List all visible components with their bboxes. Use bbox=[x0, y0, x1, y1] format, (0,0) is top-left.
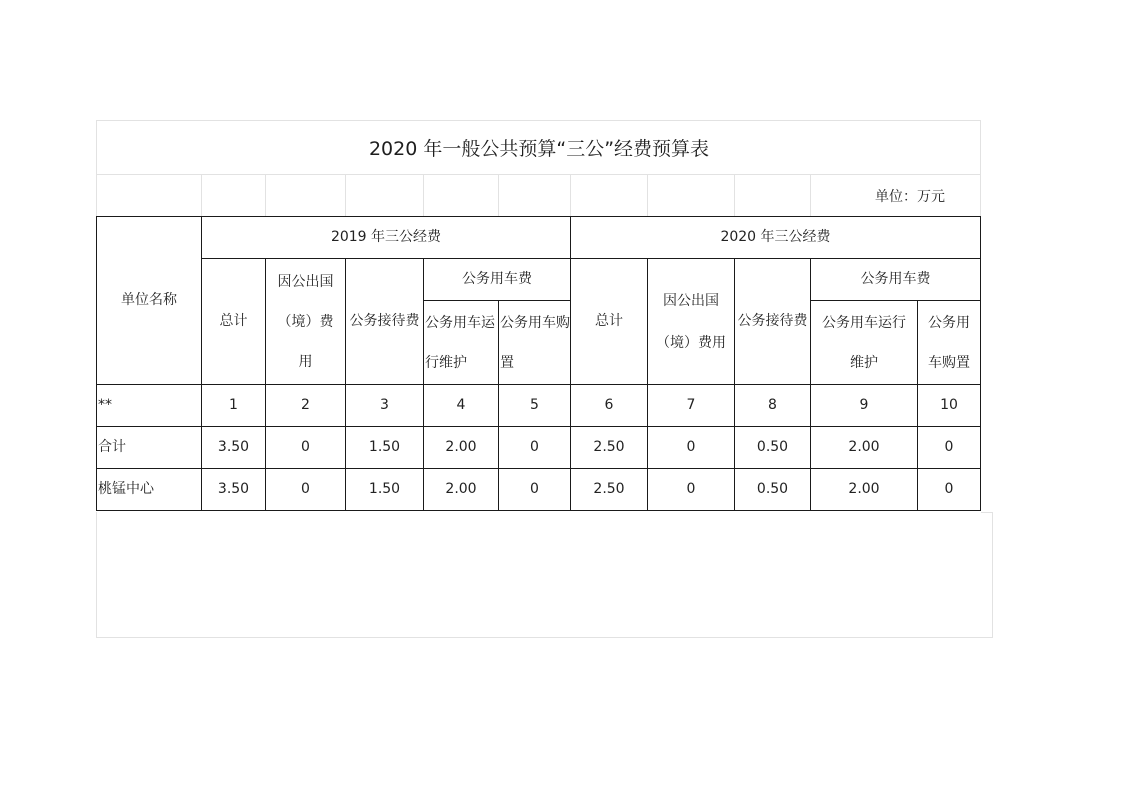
table-cell: 0 bbox=[648, 469, 735, 511]
table-cell: 1.50 bbox=[346, 427, 424, 469]
unit-name-header: 单位名称 bbox=[97, 217, 202, 385]
table-cell: 0 bbox=[499, 469, 571, 511]
reception-2020-header: 公务接待费 bbox=[735, 259, 811, 385]
table-cell: 3.50 bbox=[202, 427, 266, 469]
abroad-2019-label: 因公出国（境）费用 bbox=[277, 273, 334, 370]
total-2019-header: 总计 bbox=[202, 259, 266, 385]
vehicle-purchase-2020-label: 公务用车购置 bbox=[928, 314, 970, 371]
unit-label: 单位：万元 bbox=[875, 189, 945, 205]
gridline bbox=[265, 174, 266, 216]
gridline bbox=[96, 174, 981, 175]
table-cell: 6 bbox=[571, 385, 648, 427]
table-cell: 2.00 bbox=[811, 427, 918, 469]
table-cell: 0 bbox=[918, 469, 981, 511]
budget-table bbox=[96, 216, 981, 511]
group-2020-header: 2020 年三公经费 bbox=[571, 217, 981, 259]
gridline bbox=[96, 637, 993, 638]
table-cell: 0.50 bbox=[735, 427, 811, 469]
vehicle-maint-2020-header bbox=[811, 301, 918, 385]
row-name: 桃锰中心 bbox=[97, 469, 202, 511]
header-row-1 bbox=[97, 217, 981, 259]
table-cell: 0 bbox=[266, 427, 346, 469]
table-cell: 4 bbox=[424, 385, 499, 427]
reception-2019-header: 公务接待费 bbox=[346, 259, 424, 385]
table-row bbox=[97, 385, 981, 427]
table-cell: 1 bbox=[202, 385, 266, 427]
vehicle-maint-2020-label: 公务用车运行维护 bbox=[822, 314, 906, 371]
gridline bbox=[498, 174, 499, 216]
table-cell: 0 bbox=[648, 427, 735, 469]
vehicle-2020-header: 公务用车费 bbox=[811, 259, 981, 301]
gridline bbox=[734, 174, 735, 216]
group-2019-header: 2019 年三公经费 bbox=[202, 217, 571, 259]
table-cell: 10 bbox=[918, 385, 981, 427]
table-cell: 8 bbox=[735, 385, 811, 427]
abroad-2020-header bbox=[648, 259, 735, 385]
table-cell: 0 bbox=[499, 427, 571, 469]
vehicle-purchase-2019-header bbox=[499, 301, 571, 385]
table-cell: 9 bbox=[811, 385, 918, 427]
gridline bbox=[810, 174, 811, 216]
row-name: 合计 bbox=[97, 427, 202, 469]
vehicle-purchase-2019-label: 公务用车购置 bbox=[500, 314, 570, 371]
table-row bbox=[97, 469, 981, 511]
table-cell: 0.50 bbox=[735, 469, 811, 511]
vehicle-maint-2019-label: 公务用车运行维护 bbox=[425, 314, 495, 371]
total-2020-header: 总计 bbox=[571, 259, 648, 385]
row-name: ** bbox=[97, 385, 202, 427]
table-cell: 5 bbox=[499, 385, 571, 427]
table-row bbox=[97, 427, 981, 469]
gridline bbox=[96, 512, 97, 638]
page-title: 2020 年一般公共预算“三公”经费预算表 bbox=[368, 138, 710, 160]
gridline bbox=[423, 174, 424, 216]
table-cell: 3 bbox=[346, 385, 424, 427]
vehicle-maint-2019-header bbox=[424, 301, 499, 385]
gridline bbox=[647, 174, 648, 216]
table-cell: 2.50 bbox=[571, 469, 648, 511]
table-cell: 0 bbox=[266, 469, 346, 511]
table-cell: 2.50 bbox=[571, 427, 648, 469]
gridline bbox=[981, 512, 993, 513]
abroad-2019-header bbox=[266, 259, 346, 385]
table-cell: 2 bbox=[266, 385, 346, 427]
table-cell: 7 bbox=[648, 385, 735, 427]
table-cell: 2.00 bbox=[424, 469, 499, 511]
gridline bbox=[201, 174, 202, 216]
abroad-2020-label: 因公出国（境）费用 bbox=[656, 292, 726, 351]
table-cell: 3.50 bbox=[202, 469, 266, 511]
gridline bbox=[570, 174, 571, 216]
gridline bbox=[992, 512, 993, 638]
table-cell: 2.00 bbox=[811, 469, 918, 511]
table-cell: 0 bbox=[918, 427, 981, 469]
table-cell: 1.50 bbox=[346, 469, 424, 511]
vehicle-purchase-2020-header bbox=[918, 301, 981, 385]
vehicle-2019-header: 公务用车费 bbox=[424, 259, 571, 301]
header-row-2 bbox=[97, 259, 981, 301]
table-cell: 2.00 bbox=[424, 427, 499, 469]
gridline bbox=[345, 174, 346, 216]
